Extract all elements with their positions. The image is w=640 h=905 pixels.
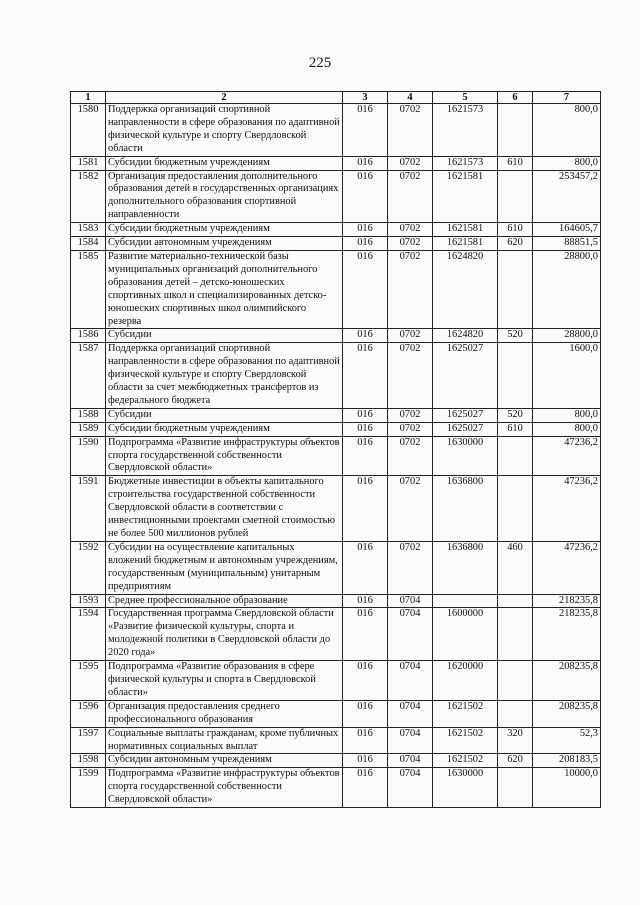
row-section-code: 0704 — [388, 594, 433, 608]
row-name: Субсидии — [106, 408, 343, 422]
row-amount: 800,0 — [533, 422, 601, 436]
row-expense-type: 460 — [498, 541, 533, 594]
row-name: Субсидии — [106, 329, 343, 343]
row-expense-type: 520 — [498, 408, 533, 422]
row-expense-type: 610 — [498, 223, 533, 237]
row-section-code: 0704 — [388, 768, 433, 808]
row-dept-code: 016 — [343, 700, 388, 727]
row-dept-code: 016 — [343, 594, 388, 608]
row-target-code: 1625027 — [433, 422, 498, 436]
row-number: 1585 — [71, 250, 106, 328]
table-row — [71, 422, 601, 436]
table-row — [71, 700, 601, 727]
row-number: 1591 — [71, 476, 106, 542]
row-dept-code: 016 — [343, 436, 388, 476]
row-amount: 1600,0 — [533, 343, 601, 409]
row-expense-type — [498, 104, 533, 157]
row-section-code: 0704 — [388, 661, 433, 701]
row-dept-code: 016 — [343, 768, 388, 808]
row-section-code: 0702 — [388, 223, 433, 237]
row-dept-code: 016 — [343, 343, 388, 409]
row-amount: 253457,2 — [533, 170, 601, 223]
row-section-code: 0704 — [388, 608, 433, 661]
row-target-code: 1624820 — [433, 250, 498, 328]
row-name: Субсидии бюджетным учреждениям — [106, 156, 343, 170]
row-amount: 800,0 — [533, 408, 601, 422]
header-row — [71, 92, 601, 104]
row-target-code: 1636800 — [433, 476, 498, 542]
row-amount: 10000,0 — [533, 768, 601, 808]
row-target-code: 1625027 — [433, 343, 498, 409]
table-row — [71, 223, 601, 237]
row-target-code: 1620000 — [433, 661, 498, 701]
row-name: Социальные выплаты гражданам, кроме публичных нормативных социальных выплат — [106, 727, 343, 754]
row-section-code: 0702 — [388, 156, 433, 170]
table-row — [71, 408, 601, 422]
row-expense-type: 620 — [498, 754, 533, 768]
row-section-code: 0704 — [388, 754, 433, 768]
row-number: 1589 — [71, 422, 106, 436]
table-row — [71, 170, 601, 223]
row-section-code: 0702 — [388, 170, 433, 223]
row-target-code: 1621502 — [433, 727, 498, 754]
row-number: 1590 — [71, 436, 106, 476]
row-expense-type — [498, 700, 533, 727]
table-row — [71, 250, 601, 328]
table-row — [71, 661, 601, 701]
table-row — [71, 104, 601, 157]
table-row — [71, 156, 601, 170]
row-dept-code: 016 — [343, 329, 388, 343]
header-col-5: 5 — [433, 92, 498, 104]
header-col-3: 3 — [343, 92, 388, 104]
row-amount: 28800,0 — [533, 329, 601, 343]
row-target-code — [433, 594, 498, 608]
table-row — [71, 727, 601, 754]
row-target-code: 1621502 — [433, 754, 498, 768]
row-amount: 47236,2 — [533, 476, 601, 542]
row-name: Развитие материально-технической базы муниципальных организаций дополнительного образования детей – детско-юношеских спортивных школ и специализированных детско-юношеских спортивных школ олимпийского резерва — [106, 250, 343, 328]
row-number: 1586 — [71, 329, 106, 343]
row-target-code: 1624820 — [433, 329, 498, 343]
row-number: 1598 — [71, 754, 106, 768]
row-name: Организация предоставления дополнительного образования детей в государственных организациях дополнительного образования спортивной направленности — [106, 170, 343, 223]
table-row — [71, 594, 601, 608]
row-target-code: 1625027 — [433, 408, 498, 422]
row-expense-type — [498, 608, 533, 661]
row-amount: 164605,7 — [533, 223, 601, 237]
row-expense-type: 520 — [498, 329, 533, 343]
row-section-code: 0702 — [388, 408, 433, 422]
row-dept-code: 016 — [343, 408, 388, 422]
row-name: Субсидии автономным учреждениям — [106, 754, 343, 768]
row-name: Бюджетные инвестиции в объекты капитального строительства государственной собственности Свердловской области в соответствии с инвестиционными проектами сметной стоимостью не более 500 миллионов рублей — [106, 476, 343, 542]
row-dept-code: 016 — [343, 422, 388, 436]
row-expense-type — [498, 436, 533, 476]
row-number: 1588 — [71, 408, 106, 422]
row-number: 1593 — [71, 594, 106, 608]
row-dept-code: 016 — [343, 170, 388, 223]
row-number: 1580 — [71, 104, 106, 157]
row-expense-type — [498, 170, 533, 223]
row-dept-code: 016 — [343, 541, 388, 594]
row-dept-code: 016 — [343, 608, 388, 661]
row-number: 1597 — [71, 727, 106, 754]
row-number: 1594 — [71, 608, 106, 661]
row-section-code: 0702 — [388, 541, 433, 594]
row-amount: 208183,5 — [533, 754, 601, 768]
row-dept-code: 016 — [343, 476, 388, 542]
row-dept-code: 016 — [343, 727, 388, 754]
row-section-code: 0702 — [388, 476, 433, 542]
row-name: Подпрограмма «Развитие образования в сфере физической культуры и спорта в Свердловской области» — [106, 661, 343, 701]
row-section-code: 0704 — [388, 700, 433, 727]
table-row — [71, 329, 601, 343]
row-target-code: 1621573 — [433, 156, 498, 170]
table-row — [71, 768, 601, 808]
row-expense-type: 610 — [498, 422, 533, 436]
row-expense-type — [498, 661, 533, 701]
table-row — [71, 237, 601, 251]
row-number: 1581 — [71, 156, 106, 170]
row-target-code: 1621581 — [433, 170, 498, 223]
row-target-code: 1621581 — [433, 237, 498, 251]
table-row — [71, 436, 601, 476]
row-dept-code: 016 — [343, 250, 388, 328]
row-expense-type: 620 — [498, 237, 533, 251]
row-number: 1592 — [71, 541, 106, 594]
row-number: 1583 — [71, 223, 106, 237]
row-expense-type — [498, 343, 533, 409]
row-target-code: 1600000 — [433, 608, 498, 661]
row-section-code: 0702 — [388, 237, 433, 251]
header-col-1: 1 — [71, 92, 106, 104]
header-col-7: 7 — [533, 92, 601, 104]
row-section-code: 0702 — [388, 329, 433, 343]
row-target-code: 1630000 — [433, 436, 498, 476]
row-amount: 47236,2 — [533, 541, 601, 594]
row-section-code: 0704 — [388, 727, 433, 754]
row-number: 1587 — [71, 343, 106, 409]
page-number: 225 — [308, 55, 332, 71]
row-expense-type — [498, 250, 533, 328]
row-name: Субсидии на осуществление капитальных вложений бюджетным и автономным учреждениям, государственным (муниципальным) унитарным предприятиям — [106, 541, 343, 594]
row-target-code: 1621581 — [433, 223, 498, 237]
row-expense-type: 320 — [498, 727, 533, 754]
header-col-6: 6 — [498, 92, 533, 104]
row-expense-type — [498, 594, 533, 608]
row-number: 1596 — [71, 700, 106, 727]
row-amount: 800,0 — [533, 104, 601, 157]
row-expense-type — [498, 476, 533, 542]
row-target-code: 1621502 — [433, 700, 498, 727]
budget-table — [70, 91, 601, 808]
row-dept-code: 016 — [343, 754, 388, 768]
table-row — [71, 608, 601, 661]
row-name: Субсидии бюджетным учреждениям — [106, 422, 343, 436]
header-col-2: 2 — [106, 92, 343, 104]
row-name: Субсидии бюджетным учреждениям — [106, 223, 343, 237]
table-row — [71, 343, 601, 409]
row-amount: 88851,5 — [533, 237, 601, 251]
row-amount: 208235,8 — [533, 700, 601, 727]
row-dept-code: 016 — [343, 156, 388, 170]
row-dept-code: 016 — [343, 104, 388, 157]
table-row — [71, 754, 601, 768]
row-name: Подпрограмма «Развитие инфраструктуры объектов спорта государственной собственности Свердловской области» — [106, 436, 343, 476]
row-section-code: 0702 — [388, 104, 433, 157]
row-name: Организация предоставления среднего профессионального образования — [106, 700, 343, 727]
row-amount: 52,3 — [533, 727, 601, 754]
row-name: Поддержка организаций спортивной направленности в сфере образования по адаптивной физической культуре и спорту Свердловской области за счет межбюджетных трансфертов из федерального бюджета — [106, 343, 343, 409]
row-amount: 28800,0 — [533, 250, 601, 328]
row-amount: 800,0 — [533, 156, 601, 170]
row-amount: 218235,8 — [533, 594, 601, 608]
row-dept-code: 016 — [343, 237, 388, 251]
row-number: 1582 — [71, 170, 106, 223]
row-section-code: 0702 — [388, 250, 433, 328]
row-section-code: 0702 — [388, 422, 433, 436]
row-number: 1595 — [71, 661, 106, 701]
row-name: Субсидии автономным учреждениям — [106, 237, 343, 251]
row-amount: 218235,8 — [533, 608, 601, 661]
table-row — [71, 541, 601, 594]
row-expense-type: 610 — [498, 156, 533, 170]
row-target-code: 1630000 — [433, 768, 498, 808]
row-name: Среднее профессиональное образование — [106, 594, 343, 608]
row-target-code: 1636800 — [433, 541, 498, 594]
row-dept-code: 016 — [343, 661, 388, 701]
table-row — [71, 476, 601, 542]
header-col-4: 4 — [388, 92, 433, 104]
row-name: Подпрограмма «Развитие инфраструктуры объектов спорта государственной собственности Свердловской области» — [106, 768, 343, 808]
row-amount: 47236,2 — [533, 436, 601, 476]
row-number: 1599 — [71, 768, 106, 808]
row-section-code: 0702 — [388, 436, 433, 476]
row-section-code: 0702 — [388, 343, 433, 409]
row-dept-code: 016 — [343, 223, 388, 237]
row-name: Поддержка организаций спортивной направленности в сфере образования по адаптивной физической культуре и спорту Свердловской области — [106, 104, 343, 157]
row-number: 1584 — [71, 237, 106, 251]
row-expense-type — [498, 768, 533, 808]
row-target-code: 1621573 — [433, 104, 498, 157]
row-name: Государственная программа Свердловской области «Развитие физической культуры, спорта и молодежной политики в Свердловской области до 2020 года» — [106, 608, 343, 661]
row-amount: 208235,8 — [533, 661, 601, 701]
